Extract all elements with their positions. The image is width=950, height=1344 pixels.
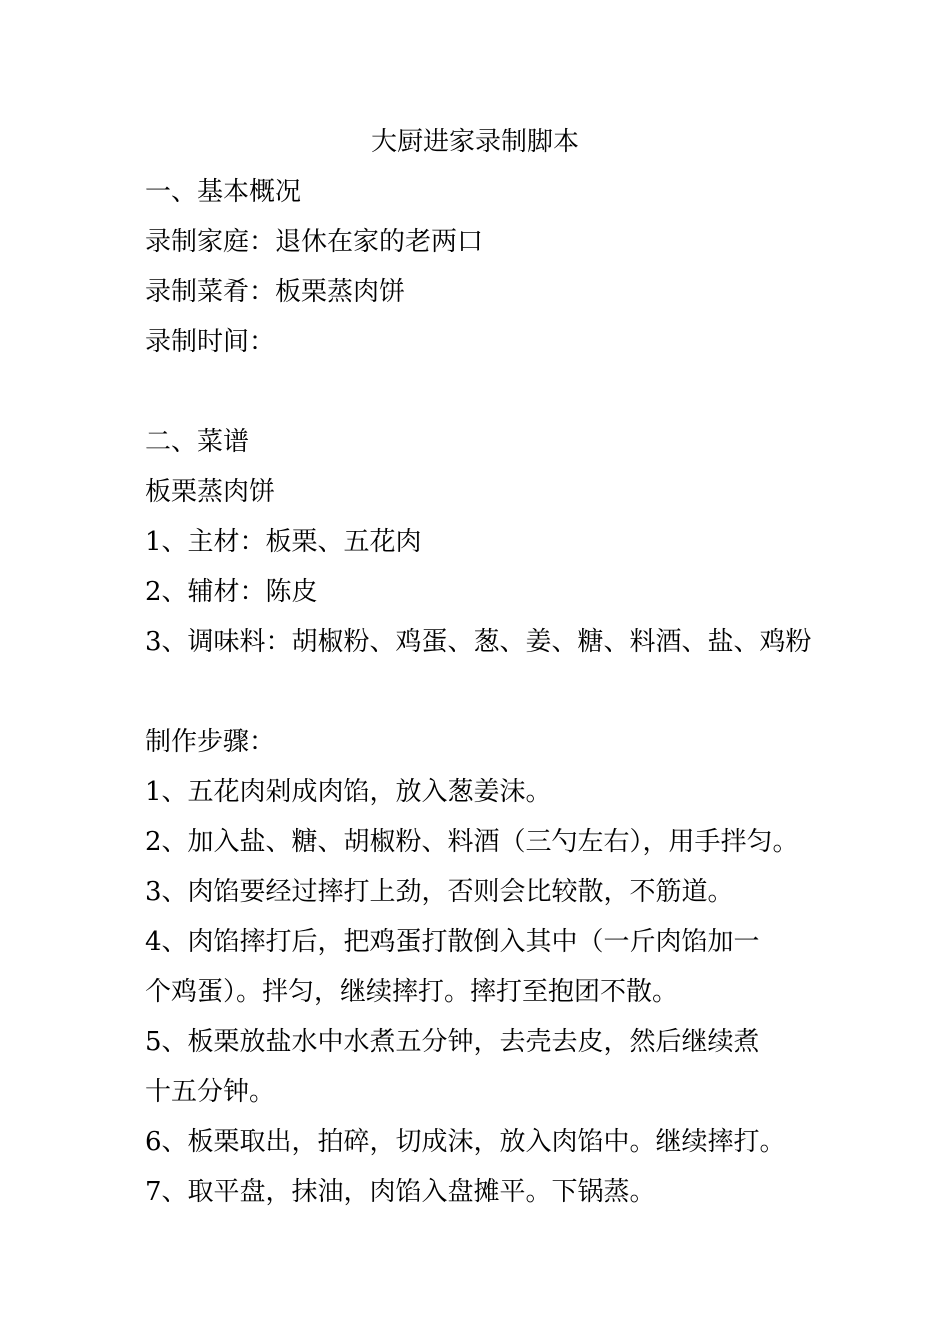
step-line: 1、五花肉剁成肉馅，放入葱姜沫。 — [145, 777, 552, 807]
steps-heading: 制作步骤： — [145, 727, 276, 757]
recording-dish: 录制菜肴：板栗蒸肉饼 — [145, 277, 406, 307]
step-line: 2、加入盐、糖、胡椒粉、料酒（三勺左右），用手拌匀。 — [145, 827, 799, 857]
step-line: 7、取平盘，抹油，肉馅入盘摊平。下锅蒸。 — [145, 1177, 656, 1207]
section-heading-recipe: 二、菜谱 — [145, 427, 250, 457]
ingredient-seasoning: 3、调味料：胡椒粉、鸡蛋、葱、姜、糖、料酒、盐、鸡粉 — [145, 627, 812, 657]
step-line: 6、板栗取出，拍碎，切成沫，放入肉馅中。继续摔打。 — [145, 1127, 786, 1157]
section-heading-overview: 一、基本概况 — [145, 177, 302, 207]
step-line: 十五分钟。 — [145, 1077, 276, 1107]
step-line: 个鸡蛋）。拌匀，继续摔打。摔打至抱团不散。 — [145, 977, 679, 1007]
step-line: 5、板栗放盐水中水煮五分钟，去壳去皮，然后继续煮 — [145, 1027, 760, 1057]
document-title: 大厨进家录制脚本 — [370, 127, 579, 157]
step-line: 3、肉馅要经过摔打上劲，否则会比较散，不筋道。 — [145, 877, 734, 907]
recording-time: 录制时间： — [145, 327, 276, 357]
recording-family: 录制家庭：退休在家的老两口 — [145, 227, 484, 257]
step-line: 4、肉馅摔打后，把鸡蛋打散倒入其中（一斤肉馅加一 — [145, 927, 760, 957]
ingredient-auxiliary: 2、辅材：陈皮 — [145, 577, 318, 607]
ingredient-main: 1、主材：板栗、五花肉 — [145, 527, 422, 557]
recipe-dish-name: 板栗蒸肉饼 — [145, 477, 276, 507]
